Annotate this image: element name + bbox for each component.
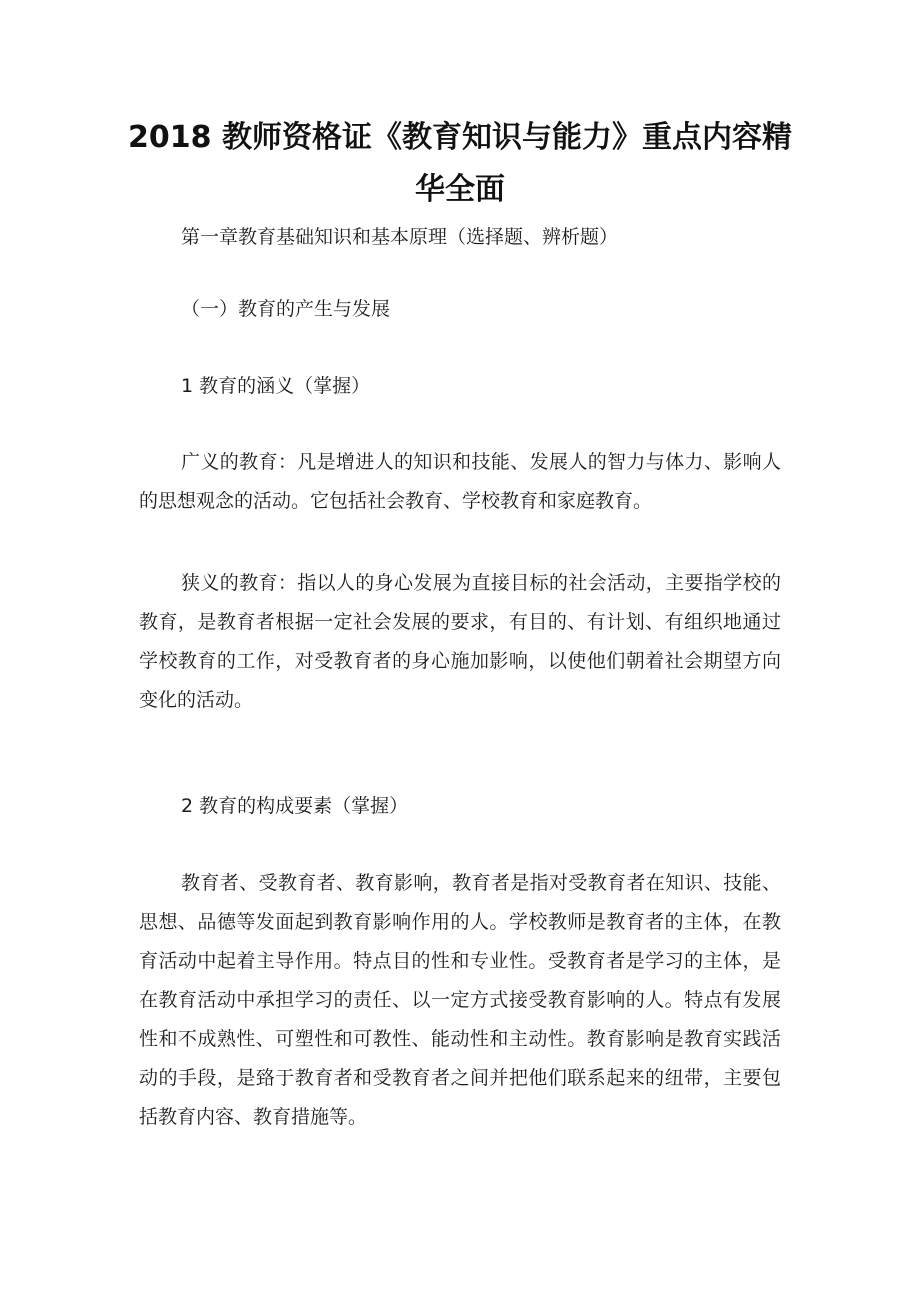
chapter-heading: 第一章教育基础知识和基本原理（选择题、辨析题） — [181, 226, 619, 248]
paragraph-elements: 教育者、受教育者、教育影响，教育者是指对受教育者在知识、技能、思想、品德等发面起到教育影响作用的人。学校教师是教育者的主体，在教育活动中起着主导作用。特点目的性和专业性。受教育者是学习的主体，是在教育活动中承担学习的责任、以一定方式接受教育影响的人。特点有发展性和不成熟性、可塑性和可教性、能动性和主动性。教育影响是教育实践活动的手段，是臵于教育者和受教育者之间并把他们联系起来的纽带，主要包括教育内容、教育措施等。 — [139, 872, 781, 1128]
paragraph-narrow-definition: 狭义的教育：指以人的身心发展为直接目标的社会活动，主要指学校的教育，是教育者根据一定社会发展的要求，有目的、有计划、有组织地通过学校教育的工作，对受教育者的身心施加影响，以使他们朝着社会期望方向变化的活动。 — [139, 572, 781, 711]
subsection-heading-elements: 2 教育的构成要素（掌握） — [181, 795, 409, 817]
paragraph-broad-definition: 广义的教育：凡是增进人的知识和技能、发展人的智力与体力、影响人的思想观念的活动。它包括社会教育、学校教育和家庭教育。 — [139, 451, 781, 512]
section-heading: （一）教育的产生与发展 — [181, 298, 391, 320]
subsection-heading-meaning: 1 教育的涵义（掌握） — [181, 375, 371, 397]
document-title: 2018 教师资格证《教育知识与能力》重点内容精华全面 — [128, 120, 792, 207]
